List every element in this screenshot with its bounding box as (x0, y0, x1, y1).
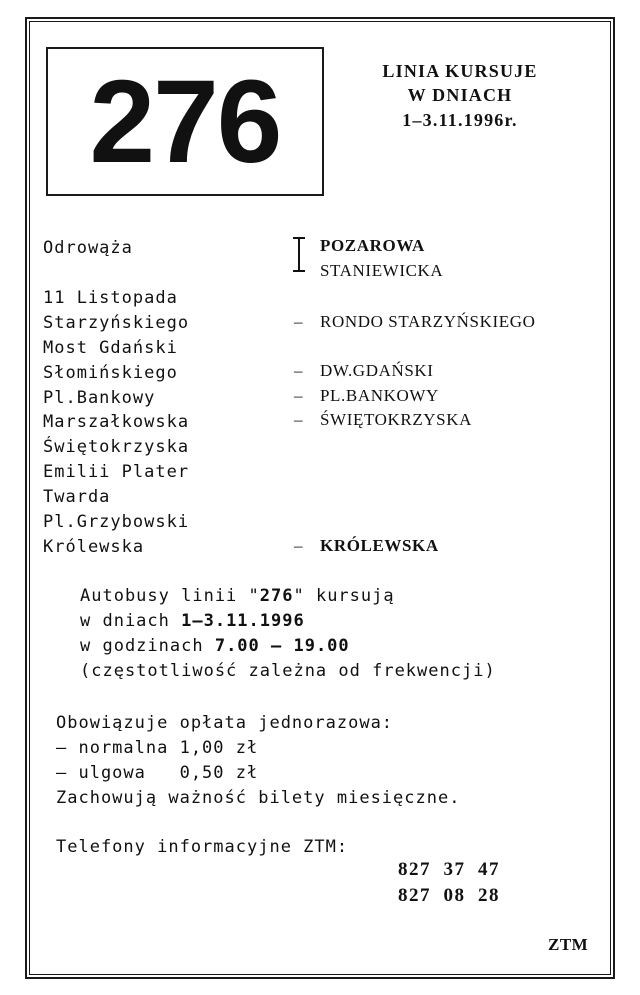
schedule-line-number: 276 (259, 586, 294, 606)
footer-ztm: ZTM (548, 935, 589, 954)
schedule-text: w godzinach (80, 636, 215, 656)
schedule-text: Autobusy linii " (80, 586, 260, 606)
terminus-bracket-icon (293, 236, 305, 274)
dash-icon: – (294, 312, 303, 331)
monthly-tickets-note: Zachowują ważność bilety miesięczne. (56, 788, 461, 808)
dash-icon: – (294, 410, 303, 429)
street-item: Słomińskiego (43, 363, 178, 383)
schedule-hours: 7.00 – 19.00 (214, 636, 350, 656)
street-item: Królewska (43, 537, 145, 557)
notice-line-2: W DNIACH (407, 85, 513, 105)
schedule-text: w dniach (80, 611, 182, 631)
street-item: Pl.Bankowy (43, 388, 156, 408)
street-item: Odrowąża (43, 238, 133, 258)
schedule-text: " kursują (293, 586, 395, 606)
dash-icon: – (294, 386, 303, 405)
street-item: Most Gdański (43, 338, 178, 358)
phone-number: 827 37 47 (398, 859, 500, 880)
schedule-line-3 (80, 638, 350, 655)
street-item: Świętokrzyska (43, 437, 190, 457)
notice-line-3: 1–3.11.1996r. (402, 110, 518, 130)
stop-item: KRÓLEWSKA (320, 536, 439, 555)
street-item: Emilii Plater (43, 462, 190, 482)
dash-icon: – (294, 361, 303, 380)
stop-item: POZAROWA (320, 236, 425, 255)
line-number: 276 (89, 55, 281, 188)
stop-item: PL.BANKOWY (320, 386, 439, 405)
stop-item: RONDO STARZYŃSKIEGO (320, 312, 536, 331)
phone-number: 827 08 28 (398, 885, 500, 906)
stop-item: DW.GDAŃSKI (320, 361, 434, 380)
street-item: Pl.Grzybowski (43, 512, 190, 532)
phones-heading: Telefony informacyjne ZTM: (56, 837, 349, 857)
schedule-line-2 (80, 613, 305, 630)
fare-normal: – normalna 1,00 zł (56, 738, 259, 758)
street-item: Twarda (43, 487, 111, 507)
notice-line-1: LINIA KURSUJE (382, 61, 538, 81)
schedule-dates: 1–3.11.1996 (181, 611, 305, 631)
fares-heading: Obowiązuje opłata jednorazowa: (56, 713, 394, 733)
street-item: Starzyńskiego (43, 313, 190, 333)
street-item: Marszałkowska (43, 412, 190, 432)
street-item: 11 Listopada (43, 288, 178, 308)
dash-icon: – (294, 536, 303, 555)
stop-item: ŚWIĘTOKRZYSKA (320, 410, 472, 429)
schedule-line-1 (80, 588, 395, 605)
stop-item: STANIEWICKA (320, 261, 444, 280)
fare-reduced: – ulgowa 0,50 zł (56, 763, 259, 783)
schedule-line-4: (częstotliwość zależna od frekwencji) (80, 661, 496, 681)
